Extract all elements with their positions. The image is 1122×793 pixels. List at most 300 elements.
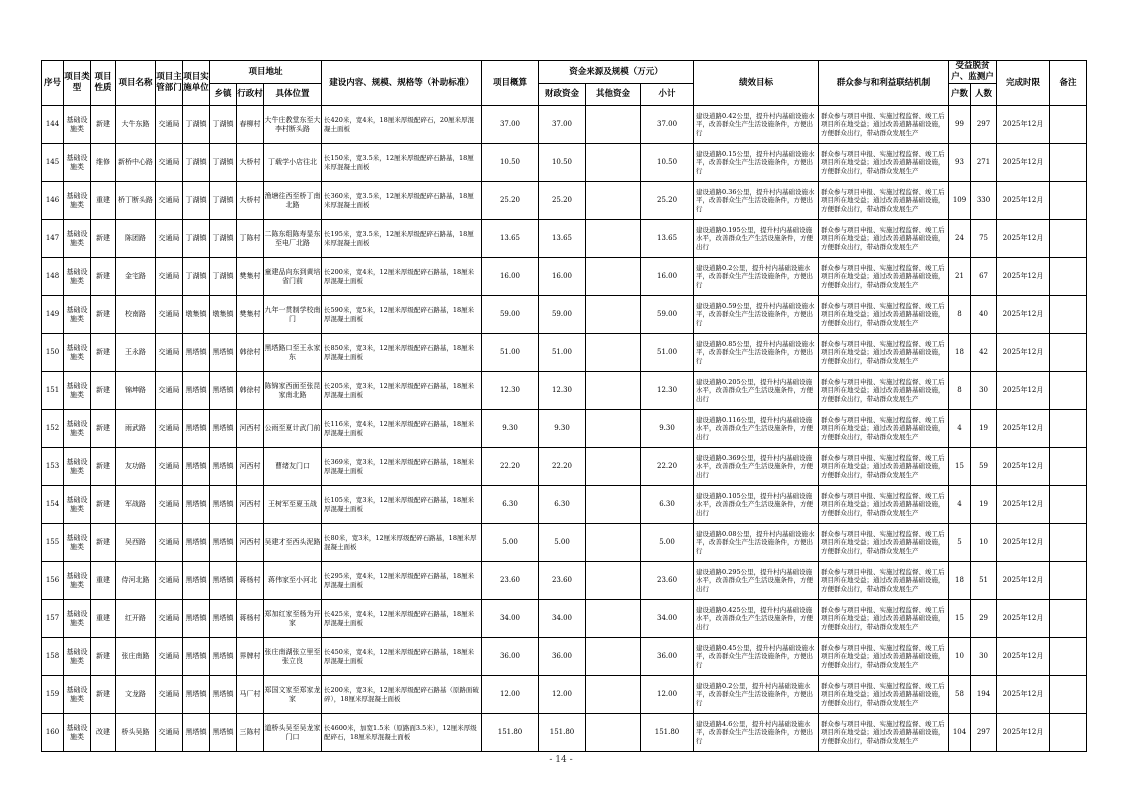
cell-mechanism: 群众参与项目申报、实施过程监督、竣工后项目所在地受益；通过改善道路基础设施，方便群众出行，带动群众发展生产 [819,182,949,220]
cell-location: 黑塔路口至王永家东 [264,334,322,372]
cell-village: 河西村 [237,486,264,524]
cell-mechanism: 群众参与项目申报、实施过程监督、竣工后项目所在地受益；通过改善道路基础设施，方便群众出行，带动群众发展生产 [819,676,949,714]
cell-seq: 145 [42,144,64,182]
header-households: 户数 [949,84,971,106]
cell-people: 330 [971,182,997,220]
cell-other [586,524,641,562]
cell-content: 长450米，宽4米，12厘米厚级配碎石路基，18厘米厚混凝土面板 [322,638,482,676]
cell-remark [1050,638,1087,676]
cell-village: 大桥村 [237,144,264,182]
cell-name: 陈团路 [116,220,156,258]
cell-mechanism: 群众参与项目申报、实施过程监督、竣工后项目所在地受益；通过改善道路基础设施，方便群众出行，带动群众发展生产 [819,562,949,600]
cell-village: 韩徐村 [237,334,264,372]
cell-seq: 146 [42,182,64,220]
cell-budget: 16.00 [482,258,539,296]
cell-type: 基础设施类 [64,410,91,448]
cell-budget: 25.20 [482,182,539,220]
cell-location: 吴建才至西头泥路 [264,524,322,562]
cell-location: 曹绪友门口 [264,448,322,486]
cell-fiscal: 25.20 [539,182,586,220]
cell-location: 九年一贯制学校南门 [264,296,322,334]
cell-content: 长4600米，加宽1.5米（原路面3.5米），12厘米厚级配碎石，18厘米厚混凝土面板 [322,714,482,752]
cell-households: 8 [949,372,971,410]
cell-mechanism: 群众参与项目申报、实施过程监督、竣工后项目所在地受益；通过改善道路基础设施，方便群众出行，带动群众发展生产 [819,638,949,676]
cell-other [586,714,641,752]
cell-dept: 交通局 [156,410,183,448]
cell-location: 郑加红家至杨为开家 [264,600,322,638]
cell-content: 长420米，宽4米，18厘米厚级配碎石，20厘米厚混凝土面板 [322,106,482,144]
cell-nature: 新建 [91,372,116,410]
table-row [42,144,1087,182]
table-row [42,638,1087,676]
cell-impl-unit: 丁湖镇 [183,106,210,144]
cell-name: 雨武路 [116,410,156,448]
cell-village: 马厂村 [237,676,264,714]
cell-type: 基础设施类 [64,372,91,410]
cell-nature: 新建 [91,676,116,714]
cell-people: 19 [971,486,997,524]
cell-goal: 建设道路0.59公里，提升村内基础设施水平，改善群众生产生活设施条件，方便出行 [694,296,819,334]
cell-households: 15 [949,448,971,486]
cell-impl-unit: 黑塔镇 [183,448,210,486]
cell-nature: 重建 [91,562,116,600]
cell-goal: 建设道路4.6公里，提升村内基础设施水平，改善群众生产生活设施条件，方便出行 [694,714,819,752]
cell-location: 丁载学小店往北 [264,144,322,182]
cell-deadline: 2025年12月 [997,144,1050,182]
cell-fiscal: 16.00 [539,258,586,296]
cell-location: 大牛庄教堂东至大李村断头路 [264,106,322,144]
cell-remark [1050,258,1087,296]
cell-fiscal: 12.00 [539,676,586,714]
cell-households: 18 [949,562,971,600]
cell-fiscal: 151.80 [539,714,586,752]
cell-people: 194 [971,676,997,714]
cell-budget: 5.00 [482,524,539,562]
cell-households: 24 [949,220,971,258]
cell-seq: 149 [42,296,64,334]
cell-other [586,334,641,372]
cell-dept: 交通局 [156,106,183,144]
cell-content: 长116米，宽4米，12厘米厚级配碎石路基，18厘米厚混凝土面板 [322,410,482,448]
cell-subtotal: 151.80 [641,714,694,752]
table-row [42,486,1087,524]
cell-dept: 交通局 [156,448,183,486]
cell-type: 基础设施类 [64,676,91,714]
cell-remark [1050,562,1087,600]
cell-households: 5 [949,524,971,562]
cell-people: 59 [971,448,997,486]
cell-village: 大桥村 [237,182,264,220]
cell-deadline: 2025年12月 [997,714,1050,752]
cell-fiscal: 59.00 [539,296,586,334]
cell-type: 基础设施类 [64,106,91,144]
cell-impl-unit: 黑塔镇 [183,524,210,562]
table-row [42,334,1087,372]
cell-village: 樊集村 [237,258,264,296]
cell-remark [1050,334,1087,372]
cell-village: 丁陈村 [237,220,264,258]
cell-name: 大牛东路 [116,106,156,144]
cell-subtotal: 59.00 [641,296,694,334]
cell-people: 67 [971,258,997,296]
cell-nature: 新建 [91,524,116,562]
cell-type: 基础设施类 [64,562,91,600]
cell-fiscal: 5.00 [539,524,586,562]
cell-nature: 新建 [91,258,116,296]
cell-fiscal: 34.00 [539,600,586,638]
cell-impl-unit: 丁湖镇 [183,144,210,182]
header-address: 项目地址 [210,61,322,84]
cell-type: 基础设施类 [64,486,91,524]
cell-goal: 建设道路0.116公里，提升村内基础设施水平，改善群众生产生活设施条件，方便出行 [694,410,819,448]
cell-village: 樊集村 [237,296,264,334]
cell-goal: 建设道路0.195公里，提升村内基础设施水平，改善群众生产生活设施条件，方便出行 [694,220,819,258]
cell-fiscal: 13.65 [539,220,586,258]
cell-seq: 158 [42,638,64,676]
cell-households: 4 [949,410,971,448]
cell-name: 友功路 [116,448,156,486]
cell-mechanism: 群众参与项目申报、实施过程监督、竣工后项目所在地受益；通过改善道路基础设施，方便群众出行，带动群众发展生产 [819,410,949,448]
header-village: 行政村 [237,84,264,106]
cell-mechanism: 群众参与项目申报、实施过程监督、竣工后项目所在地受益；通过改善道路基础设施，方便群众出行，带动群众发展生产 [819,296,949,334]
cell-subtotal: 37.00 [641,106,694,144]
cell-dept: 交通局 [156,182,183,220]
page-number: - 14 - [549,755,573,765]
cell-fiscal: 37.00 [539,106,586,144]
cell-village: 春柳村 [237,106,264,144]
cell-content: 长295米，宽4米，12厘米厚级配碎石路基，18厘米厚混凝土面板 [322,562,482,600]
cell-seq: 148 [42,258,64,296]
cell-location: 郑国文家至郑家龙家 [264,676,322,714]
cell-households: 99 [949,106,971,144]
cell-deadline: 2025年12月 [997,562,1050,600]
cell-people: 51 [971,562,997,600]
cell-seq: 151 [42,372,64,410]
cell-impl-unit: 墩集镇 [183,296,210,334]
header-project-name: 项目名称 [116,61,156,106]
project-table [41,60,1087,752]
cell-people: 75 [971,220,997,258]
table-row [42,448,1087,486]
cell-nature: 维修 [91,144,116,182]
table-row [42,258,1087,296]
cell-dept: 交通局 [156,296,183,334]
cell-mechanism: 群众参与项目申报、实施过程监督、竣工后项目所在地受益；通过改善道路基础设施，方便群众出行，带动群众发展生产 [819,144,949,182]
cell-name: 新桥中心路 [116,144,156,182]
cell-households: 4 [949,486,971,524]
cell-dept: 交通局 [156,524,183,562]
cell-nature: 新建 [91,220,116,258]
cell-dept: 交通局 [156,372,183,410]
cell-seq: 156 [42,562,64,600]
cell-town: 黑塔镇 [210,676,237,714]
cell-town: 黑塔镇 [210,334,237,372]
header-mechanism: 群众参与和利益联结机制 [819,61,949,106]
cell-nature: 新建 [91,334,116,372]
cell-households: 10 [949,638,971,676]
cell-mechanism: 群众参与项目申报、实施过程监督、竣工后项目所在地受益；通过改善道路基础设施，方便群众出行，带动群众发展生产 [819,524,949,562]
cell-subtotal: 12.00 [641,676,694,714]
cell-content: 长205米，宽3米，12厘米厚级配碎石路基，18厘米厚混凝土面板 [322,372,482,410]
cell-location: 蒋伟家至小河北 [264,562,322,600]
cell-budget: 37.00 [482,106,539,144]
cell-town: 黑塔镇 [210,524,237,562]
cell-content: 长590米，宽5米，12厘米厚级配碎石路基，18厘米厚混凝土面板 [322,296,482,334]
cell-type: 基础设施类 [64,524,91,562]
cell-location: 渔塘往西至桥丁南北路 [264,182,322,220]
cell-location: 公雨至夏计武门前 [264,410,322,448]
cell-deadline: 2025年12月 [997,410,1050,448]
cell-remark [1050,182,1087,220]
cell-other [586,144,641,182]
cell-name: 军战路 [116,486,156,524]
cell-location: 张庄南湖张立里至张立良 [264,638,322,676]
cell-nature: 新建 [91,638,116,676]
cell-impl-unit: 黑塔镇 [183,676,210,714]
header-location: 具体位置 [264,84,322,106]
cell-households: 58 [949,676,971,714]
cell-type: 基础设施类 [64,638,91,676]
table-row [42,600,1087,638]
cell-goal: 建设道路0.105公里，提升村内基础设施水平，改善群众生产生活设施条件，方便出行 [694,486,819,524]
cell-seq: 159 [42,676,64,714]
cell-subtotal: 34.00 [641,600,694,638]
cell-content: 长425米，宽4米，12厘米厚级配碎石路基，18厘米厚混凝土面板 [322,600,482,638]
cell-remark [1050,144,1087,182]
cell-deadline: 2025年12月 [997,220,1050,258]
cell-households: 93 [949,144,971,182]
cell-town: 黑塔镇 [210,486,237,524]
cell-people: 297 [971,714,997,752]
cell-other [586,106,641,144]
cell-fiscal: 51.00 [539,334,586,372]
cell-deadline: 2025年12月 [997,600,1050,638]
cell-name: 红开路 [116,600,156,638]
cell-name: 桥丁断头路 [116,182,156,220]
cell-location: 二陈东组陈寿显东至电厂北路 [264,220,322,258]
cell-deadline: 2025年12月 [997,296,1050,334]
header-other: 其他资金 [586,84,641,106]
cell-other [586,600,641,638]
cell-subtotal: 12.30 [641,372,694,410]
cell-village: 河西村 [237,524,264,562]
cell-dept: 交通局 [156,144,183,182]
cell-town: 墩集镇 [210,296,237,334]
cell-deadline: 2025年12月 [997,258,1050,296]
cell-name: 王永路 [116,334,156,372]
cell-name: 文龙路 [116,676,156,714]
cell-fiscal: 22.20 [539,448,586,486]
cell-deadline: 2025年12月 [997,486,1050,524]
cell-households: 15 [949,600,971,638]
cell-type: 基础设施类 [64,144,91,182]
cell-impl-unit: 黑塔镇 [183,486,210,524]
cell-impl-unit: 黑塔镇 [183,638,210,676]
cell-deadline: 2025年12月 [997,448,1050,486]
cell-village: 界牌村 [237,638,264,676]
cell-name: 校南路 [116,296,156,334]
cell-seq: 150 [42,334,64,372]
cell-impl-unit: 丁湖镇 [183,220,210,258]
table-row [42,296,1087,334]
cell-goal: 建设道路0.425公里，提升村内基础设施水平，改善群众生产生活设施条件，方便出行 [694,600,819,638]
cell-content: 长80米，宽3米，12厘米厚级配碎石路基，18厘米厚混凝土面板 [322,524,482,562]
cell-impl-unit: 黑塔镇 [183,600,210,638]
cell-mechanism: 群众参与项目申报、实施过程监督、竣工后项目所在地受益；通过改善道路基础设施，方便群众出行，带动群众发展生产 [819,258,949,296]
cell-dept: 交通局 [156,562,183,600]
table-row [42,220,1087,258]
cell-type: 基础设施类 [64,296,91,334]
cell-content: 长150米，宽3.5米，12厘米厚级配碎石路基，18厘米厚混凝土面板 [322,144,482,182]
table-body [42,106,1087,752]
cell-dept: 交通局 [156,676,183,714]
cell-mechanism: 群众参与项目申报、实施过程监督、竣工后项目所在地受益；通过改善道路基础设施，方便群众出行，带动群众发展生产 [819,486,949,524]
cell-goal: 建设道路0.42公里，提升村内基础设施水平，改善群众生产生活设施条件，方便出行 [694,106,819,144]
cell-impl-unit: 黑塔镇 [183,410,210,448]
cell-dept: 交通局 [156,486,183,524]
cell-type: 基础设施类 [64,182,91,220]
cell-name: 锦坤路 [116,372,156,410]
cell-type: 基础设施类 [64,448,91,486]
cell-mechanism: 群众参与项目申报、实施过程监督、竣工后项目所在地受益；通过改善道路基础设施，方便群众出行，带动群众发展生产 [819,372,949,410]
cell-people: 271 [971,144,997,182]
cell-name: 桥头吴路 [116,714,156,752]
cell-nature: 新建 [91,410,116,448]
cell-households: 109 [949,182,971,220]
cell-other [586,372,641,410]
cell-deadline: 2025年12月 [997,334,1050,372]
table-row [42,410,1087,448]
header-subtotal: 小计 [641,84,694,106]
cell-people: 42 [971,334,997,372]
header-dept: 项目主管部门 [156,61,183,106]
cell-remark [1050,410,1087,448]
cell-nature: 新建 [91,296,116,334]
cell-name: 侍河北路 [116,562,156,600]
cell-households: 104 [949,714,971,752]
cell-goal: 建设道路0.45公里，提升村内基础设施水平，改善群众生产生活设施条件，方便出行 [694,638,819,676]
cell-dept: 交通局 [156,334,183,372]
cell-remark [1050,524,1087,562]
cell-content: 长200米，宽4米，12厘米厚级配碎石路基，18厘米厚混凝土面板 [322,258,482,296]
cell-content: 长200米，宽3米，12厘米厚级配碎石路基（原路面破碎），18厘米厚混凝土面板 [322,676,482,714]
cell-dept: 交通局 [156,714,183,752]
cell-mechanism: 群众参与项目申报、实施过程监督、竣工后项目所在地受益；通过改善道路基础设施，方便群众出行，带动群众发展生产 [819,106,949,144]
cell-people: 30 [971,638,997,676]
cell-village: 蒋杨村 [237,600,264,638]
cell-seq: 144 [42,106,64,144]
cell-people: 40 [971,296,997,334]
cell-name: 吴西路 [116,524,156,562]
cell-nature: 新建 [91,486,116,524]
cell-town: 黑塔镇 [210,638,237,676]
cell-content: 长369米，宽3米，12厘米厚级配碎石路基，18厘米厚混凝土面板 [322,448,482,486]
cell-impl-unit: 黑塔镇 [183,372,210,410]
cell-subtotal: 25.20 [641,182,694,220]
cell-subtotal: 51.00 [641,334,694,372]
cell-seq: 160 [42,714,64,752]
cell-other [586,182,641,220]
cell-name: 金宅路 [116,258,156,296]
cell-town: 丁湖镇 [210,144,237,182]
cell-people: 297 [971,106,997,144]
header-people: 人数 [971,84,997,106]
cell-seq: 153 [42,448,64,486]
cell-subtotal: 16.00 [641,258,694,296]
cell-subtotal: 10.50 [641,144,694,182]
cell-nature: 重建 [91,600,116,638]
cell-households: 21 [949,258,971,296]
cell-name: 张庄南路 [116,638,156,676]
cell-people: 30 [971,372,997,410]
cell-fiscal: 10.50 [539,144,586,182]
cell-budget: 12.30 [482,372,539,410]
project-table-sheet [41,60,1087,752]
cell-village: 蒋杨村 [237,562,264,600]
header-fiscal: 财政资金 [539,84,586,106]
cell-mechanism: 群众参与项目申报、实施过程监督、竣工后项目所在地受益；通过改善道路基础设施，方便群众出行，带动群众发展生产 [819,714,949,752]
cell-other [586,410,641,448]
header-beneficiary: 受益脱贫户、监测户 [949,61,997,84]
cell-location: 道桥头吴至吴龙家门口 [264,714,322,752]
cell-remark [1050,714,1087,752]
cell-mechanism: 群众参与项目申报、实施过程监督、竣工后项目所在地受益；通过改善道路基础设施，方便群众出行，带动群众发展生产 [819,448,949,486]
cell-town: 丁湖镇 [210,258,237,296]
cell-budget: 36.00 [482,638,539,676]
cell-subtotal: 36.00 [641,638,694,676]
header-funding: 资金来源及规模（万元） [539,61,694,84]
cell-people: 29 [971,600,997,638]
cell-deadline: 2025年12月 [997,182,1050,220]
cell-other [586,562,641,600]
header-project-nature: 项目性质 [91,61,116,106]
cell-town: 黑塔镇 [210,714,237,752]
cell-subtotal: 9.30 [641,410,694,448]
cell-goal: 建设道路0.205公里，提升村内基础设施水平，改善群众生产生活设施条件，方便出行 [694,372,819,410]
cell-town: 黑塔镇 [210,448,237,486]
cell-other [586,258,641,296]
cell-remark [1050,676,1087,714]
cell-budget: 22.20 [482,448,539,486]
cell-people: 19 [971,410,997,448]
header-impl-unit: 项目实施单位 [183,61,210,106]
cell-impl-unit: 黑塔镇 [183,562,210,600]
header-town: 乡镇 [210,84,237,106]
header-content: 建设内容、规模、规格等（补助标准） [322,61,482,106]
cell-nature: 新建 [91,448,116,486]
cell-budget: 9.30 [482,410,539,448]
cell-other [586,638,641,676]
cell-fiscal: 36.00 [539,638,586,676]
cell-subtotal: 13.65 [641,220,694,258]
cell-type: 基础设施类 [64,220,91,258]
cell-location: 陈锦家西面至张昆家南北路 [264,372,322,410]
cell-dept: 交通局 [156,600,183,638]
cell-deadline: 2025年12月 [997,106,1050,144]
cell-seq: 152 [42,410,64,448]
cell-impl-unit: 黑塔镇 [183,334,210,372]
cell-other [586,676,641,714]
cell-village: 河西村 [237,448,264,486]
cell-type: 基础设施类 [64,334,91,372]
cell-seq: 147 [42,220,64,258]
header-goal: 绩效目标 [694,61,819,106]
cell-fiscal: 23.60 [539,562,586,600]
cell-location: 王树军至夏玉战 [264,486,322,524]
cell-budget: 13.65 [482,220,539,258]
cell-goal: 建设道路0.85公里，提升村内基础设施水平，改善群众生产生活设施条件，方便出行 [694,334,819,372]
cell-deadline: 2025年12月 [997,372,1050,410]
